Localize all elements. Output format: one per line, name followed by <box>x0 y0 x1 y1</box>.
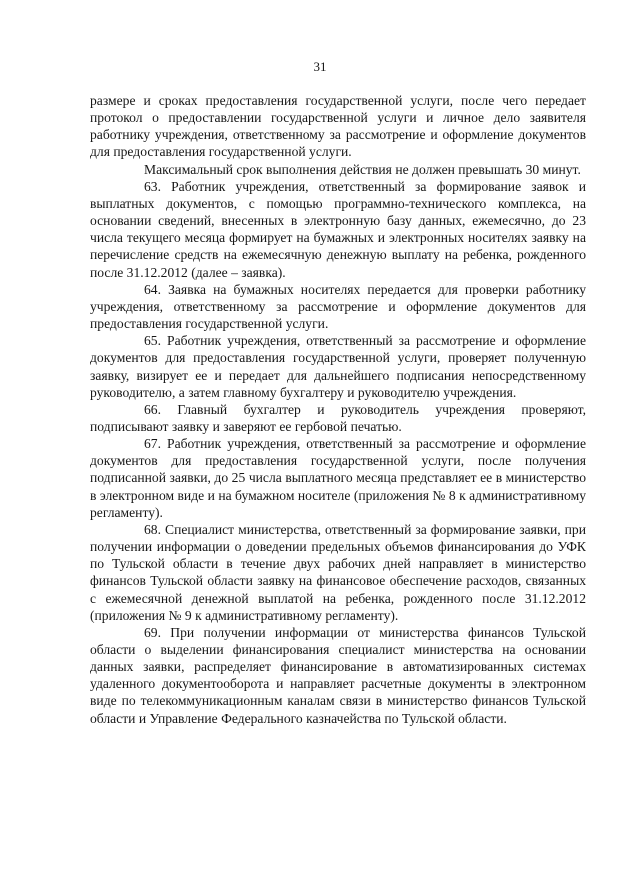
paragraph-63: 63. Работник учреждения, ответственный за формирование заявок и выплатных документов, с помощью программно-технического комплекса, на основании сведений, внесенных в электронную базу данных, ежемесячно, до 23 числа текущего месяца формирует на бумажных и электронных носителях заявку на перечисление средств на ежемесячную денежную выплату на ребенка, рожденного после 31.12.2012 (далее – заявка). <box>90 178 586 280</box>
paragraph-continuation: размере и сроках предоставления государственной услуги, после чего передает протокол о предоставлении государственной услуги и личное дело заявителя работнику учреждения, ответственному за рассмотрение и оформление документов для предоставления государственной услуги. <box>90 93 586 160</box>
page-number: 31 <box>313 59 327 74</box>
paragraph-65: 65. Работник учреждения, ответственный за рассмотрение и оформление документов для предоставления государственной услуги, проверяет полученную заявку, визирует ее и передает для дальнейшего подписания непосредственному руководителю, а затем главному бухгалтеру и руководителю учреждения. <box>90 333 586 400</box>
paragraph-68: 68. Специалист министерства, ответственный за формирование заявки, при получении информации о доведении предельных объемов финансирования до УФК по Тульской области в течение двух рабочих дней направляет в министерство финансов Тульской области заявку на финансовое обеспечение расходов, связанных с ежемесячной денежной выплатой на ребенка, рожденного после 31.12.2012 (приложения № 9 к административному регламенту). <box>90 521 586 623</box>
document-body <box>90 92 586 727</box>
paragraph-69: 69. При получении информации от министерства финансов Тульской области о выделении финансирования специалист министерства на основании данных заявки, распределяет финансирование в автоматизированных системах удаленного документооборота и направляет расчетные документы в электронном виде по телекоммуникационным каналам связи в министерство финансов Тульской области и Управление Федерального казначейства по Тульской области. <box>90 624 586 726</box>
paragraph-max-time: Максимальный срок выполнения действия не должен превышать 30 минут. <box>144 161 581 177</box>
paragraph-67: 67. Работник учреждения, ответственный за рассмотрение и оформление документов для предоставления государственной услуги, после получения подписанной заявки, до 25 числа выплатного месяца представляет ее в министерство в электронном виде и на бумажном носителе (приложения № 8 к административному регламенту). <box>90 436 586 520</box>
paragraph-66: 66. Главный бухгалтер и руководитель учреждения проверяют, подписывают заявку и заверяют ее гербовой печатью. <box>90 401 586 434</box>
paragraph-64: 64. Заявка на бумажных носителях передается для проверки работнику учреждения, ответственному за рассмотрение и оформление документов для предоставления государственной услуги. <box>90 281 586 332</box>
